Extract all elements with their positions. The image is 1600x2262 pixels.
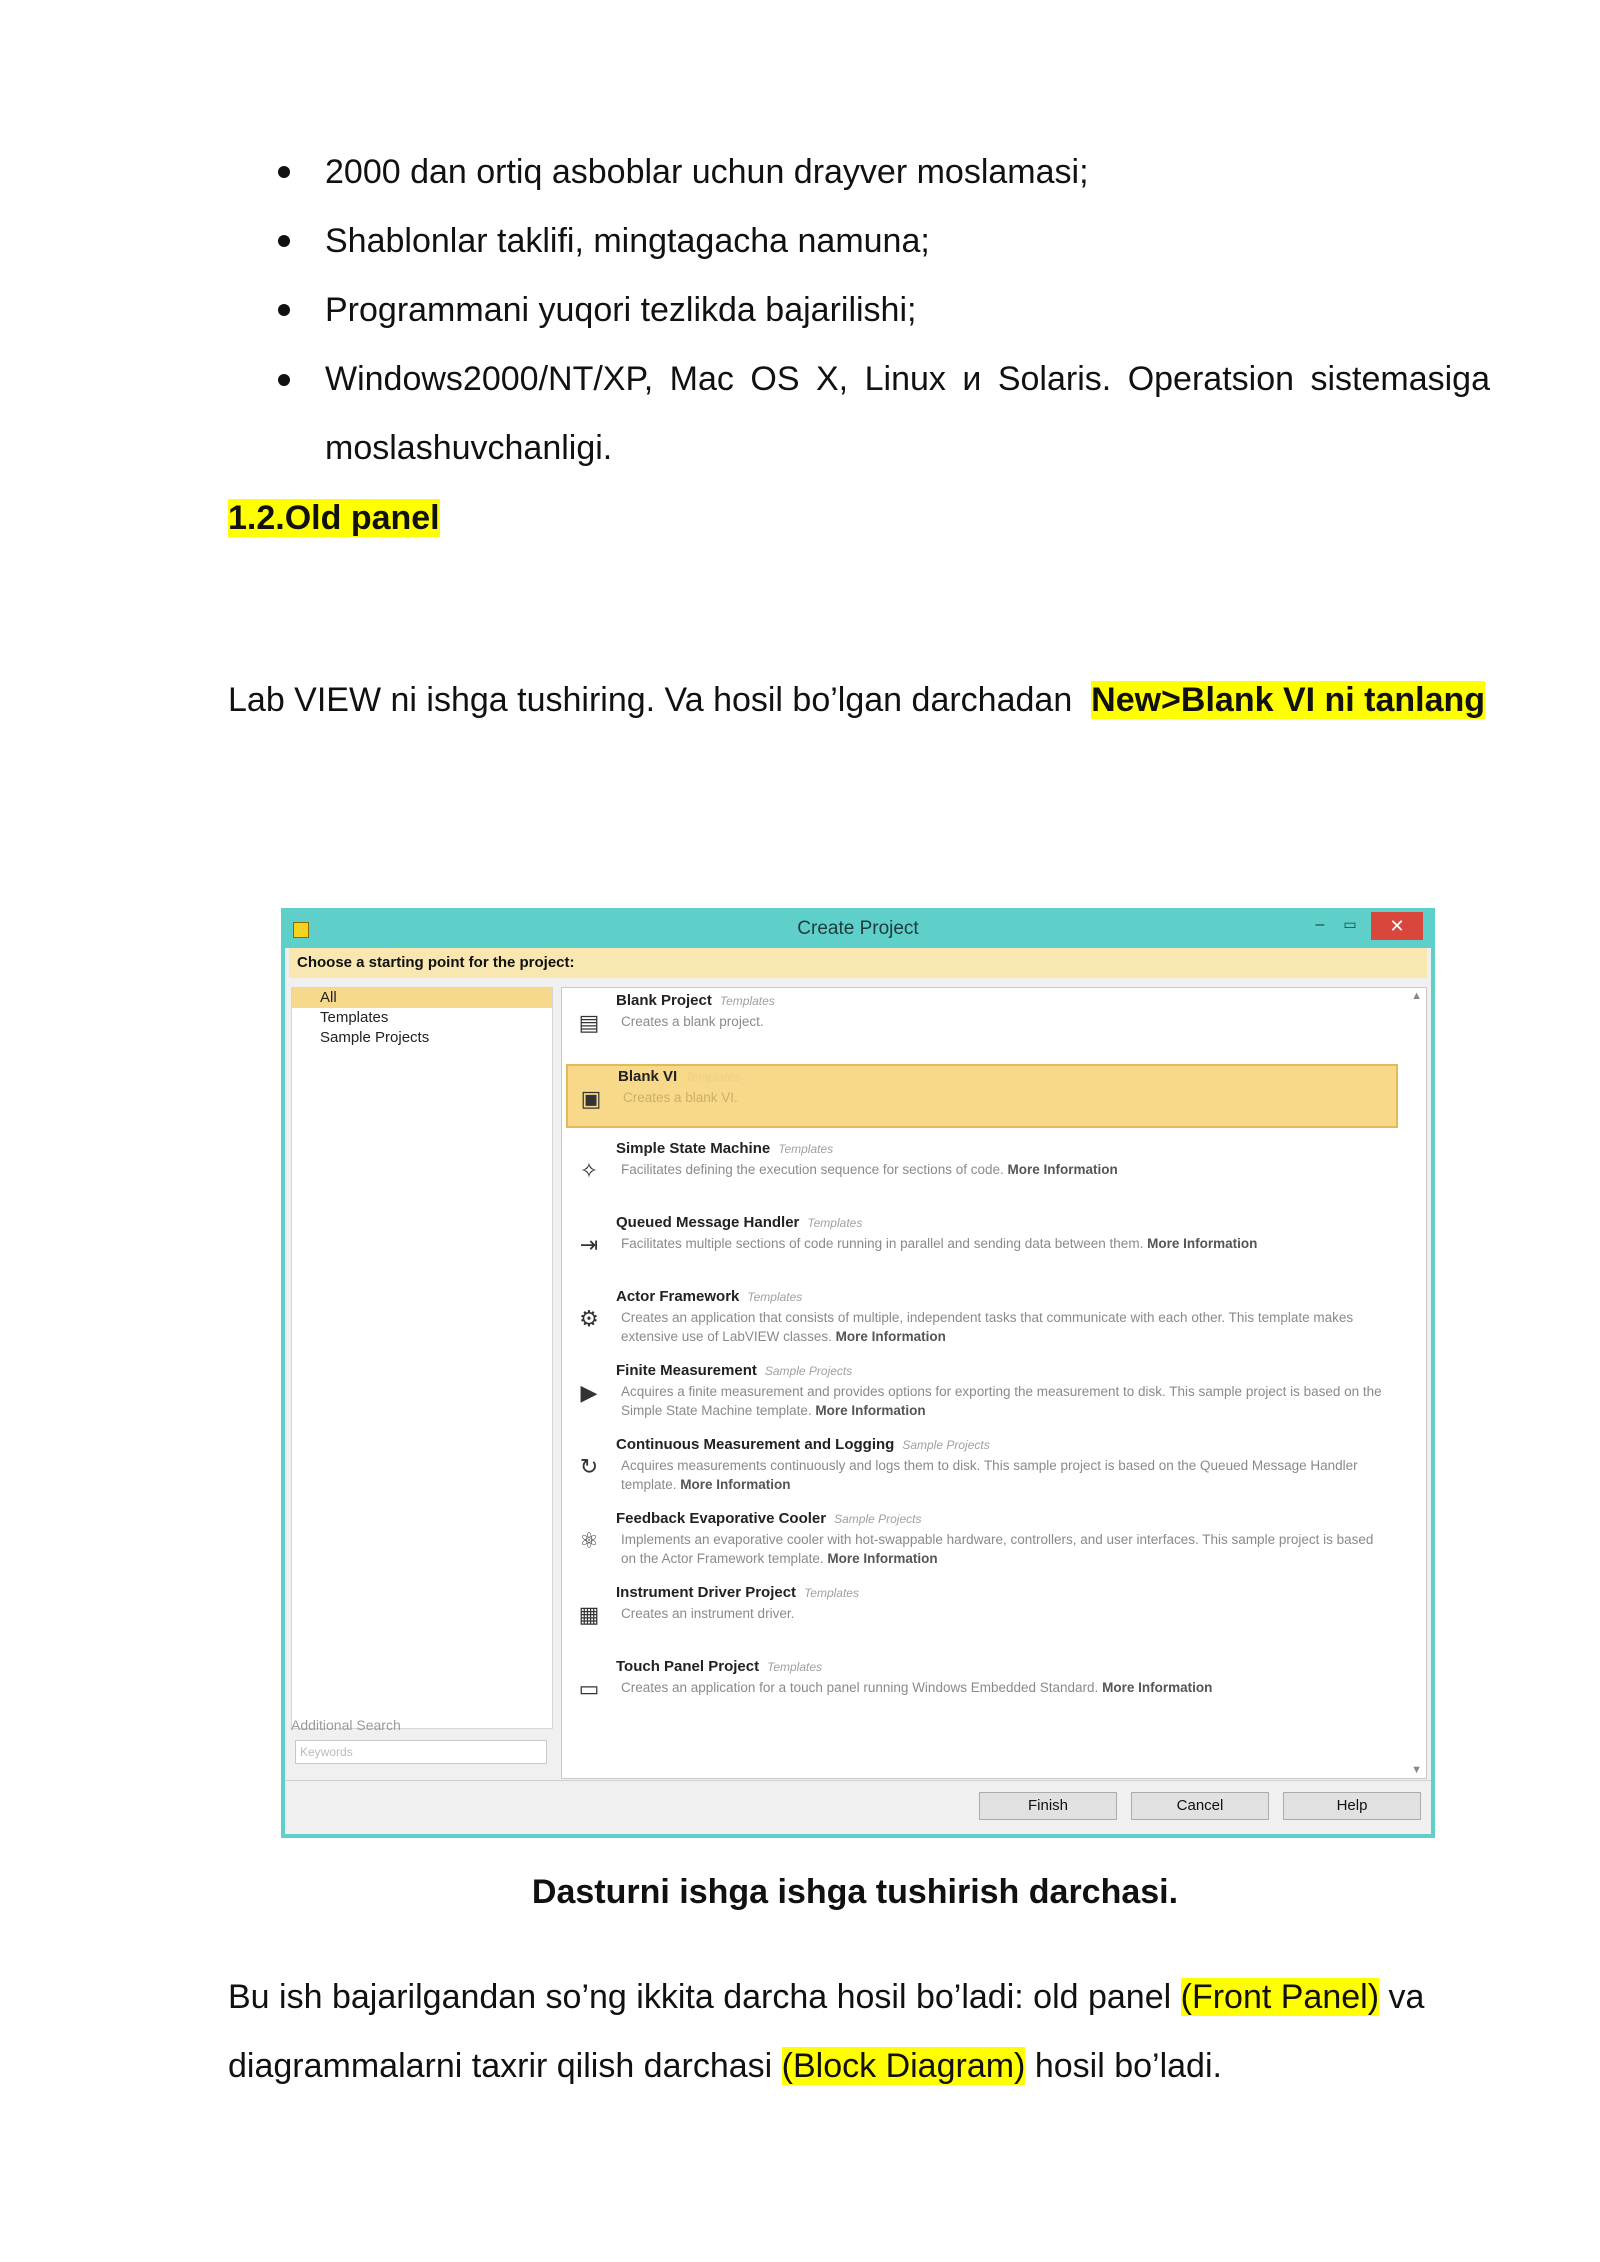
template-item-name: [616, 1288, 802, 1305]
template-item-title: Feedback Evaporative Cooler: [616, 1510, 827, 1527]
template-item-title: Blank Project: [616, 992, 712, 1009]
blank-project-icon: ▤: [578, 1010, 600, 1035]
section-heading: 1.2.Old panel: [228, 499, 440, 537]
close-icon[interactable]: ✕: [1371, 912, 1423, 940]
template-item-tag: Templates: [767, 1660, 823, 1674]
bullet-item: Programmani yuqori tezlikda bajarilishi;: [270, 288, 1490, 332]
template-item-tag: Templates: [804, 1586, 859, 1600]
scroll-down-icon[interactable]: ▼: [1411, 1764, 1422, 1776]
template-item-name: [616, 1510, 921, 1527]
template-item[interactable]: [566, 1434, 1398, 1498]
state-machine-icon: ✧: [579, 1158, 599, 1183]
actor-framework-icon: ⚙: [579, 1306, 599, 1331]
intro-paragraph: Lab VIEW ni ishga tushiring. Va hosil bo’lgan darchadan New>Blank VI ni tanlang: [228, 681, 1486, 719]
template-item-desc-text: Creates an application that consists of multiple, independent tasks that communicate with each other. This template makes extensive use of LabVIEW classes.: [621, 1310, 1354, 1344]
message-handler-icon: ⇥: [579, 1232, 599, 1257]
template-item-title: Instrument Driver Project: [616, 1584, 797, 1601]
figure-caption: Dasturni ishga ishga tushirish darchasi.: [531, 1873, 1179, 1911]
template-item-title: Queued Message Handler: [616, 1214, 800, 1231]
cancel-button[interactable]: Cancel: [1131, 1792, 1269, 1820]
help-button[interactable]: Help: [1283, 1792, 1421, 1820]
more-information-link[interactable]: More Information: [1102, 1680, 1213, 1695]
template-item-desc-text: Facilitates defining the execution sequence for sections of code.: [621, 1162, 1004, 1177]
template-item[interactable]: [566, 1064, 1398, 1128]
intro-highlight: New>Blank VI ni tanlang: [1091, 681, 1486, 719]
finite-measurement-icon: ▶: [580, 1380, 598, 1405]
category-sample-projects[interactable]: Sample Projects: [320, 1029, 430, 1046]
block-diagram-highlight: (Block Diagram): [781, 2047, 1026, 2085]
template-item-tag: Sample Projects: [834, 1512, 922, 1526]
template-item-desc-text: Acquires a finite measurement and provides options for exporting the measurement to disk. This sample project is based on the Simple State Machine template.: [621, 1384, 1382, 1418]
closing-paragraph: Bu ish bajarilgandan so’ng ikkita darcha hosil bo’ladi: old panel (Front Panel) va diagrammalarni taxrir qilish darchasi (Block Diagram) hosil bo’ladi.: [228, 1978, 1425, 2085]
template-item-title: Finite Measurement: [616, 1362, 757, 1379]
template-item-title: Continuous Measurement and Logging: [616, 1436, 895, 1453]
bullet-dot-icon: [278, 235, 290, 247]
template-item-title: Simple State Machine: [616, 1140, 771, 1157]
template-item-title: Blank VI: [618, 1068, 678, 1085]
dialog-prompt: Choose a starting point for the project:: [289, 948, 1427, 978]
template-item[interactable]: [566, 1582, 1398, 1646]
template-item-desc-text: Implements an evaporative cooler with hot-swappable hardware, controllers, and user interfaces. This sample project is based on the Actor Framework template.: [621, 1532, 1374, 1566]
more-information-link[interactable]: More Information: [835, 1329, 946, 1344]
template-item-description: [621, 1678, 1391, 1697]
template-item-name: [616, 1362, 852, 1379]
template-item-description: [621, 1012, 1391, 1031]
bullet-list: [270, 150, 1490, 508]
template-item-title: Touch Panel Project: [616, 1658, 760, 1675]
template-item[interactable]: [566, 1286, 1398, 1350]
template-item-description: [621, 1160, 1391, 1179]
template-item-desc-text: Creates an instrument driver.: [621, 1606, 795, 1621]
template-item-tag: Templates: [807, 1216, 863, 1230]
template-item-desc-text: Creates a blank project.: [621, 1014, 764, 1029]
finish-button[interactable]: Finish: [979, 1792, 1117, 1820]
template-item-desc-text: Acquires measurements continuously and logs them to disk. This sample project is based on the Queued Message Handler template.: [621, 1458, 1358, 1492]
template-item-name: [616, 992, 775, 1009]
create-project-dialog: [281, 908, 1435, 1838]
template-item-description: [623, 1088, 1393, 1107]
bullet-item: Windows2000/NT/XP, Mac OS X, Linux и Solaris. Operatsion sistemasiga moslashuvchanligi.: [270, 345, 1490, 483]
template-item-title: Actor Framework: [616, 1288, 740, 1305]
maximize-icon[interactable]: ▭: [1343, 916, 1357, 932]
bullet-dot-icon: [278, 304, 290, 316]
bullet-item: Shablonlar taklifi, mingtagacha namuna;: [270, 219, 1490, 263]
template-item-tag: Templates: [685, 1070, 741, 1084]
template-item-description: [621, 1308, 1391, 1346]
template-item[interactable]: [566, 1508, 1398, 1572]
category-templates[interactable]: Templates: [320, 1009, 389, 1026]
dialog-title: Create Project: [797, 918, 919, 939]
bullet-item: 2000 dan ortiq asboblar uchun drayver moslamasi;: [270, 150, 1490, 194]
scroll-up-icon[interactable]: ▲: [1411, 990, 1422, 1002]
additional-search-label: Additional Search: [291, 1717, 401, 1733]
dialog-titlebar: [285, 912, 1431, 948]
category-all[interactable]: All: [292, 988, 552, 1008]
template-item-name: [616, 1214, 862, 1231]
category-list: [291, 987, 553, 1729]
template-item-name: [616, 1140, 833, 1157]
template-item-name: [618, 1068, 740, 1085]
template-item-desc-text: Facilitates multiple sections of code running in parallel and sending data between them.: [621, 1236, 1144, 1251]
template-item-tag: Templates: [778, 1142, 834, 1156]
template-item-tag: Sample Projects: [902, 1438, 990, 1452]
template-item-tag: Templates: [747, 1290, 803, 1304]
template-item[interactable]: [566, 1656, 1398, 1720]
template-item-name: [616, 1584, 859, 1601]
template-item-tag: Sample Projects: [764, 1364, 853, 1378]
more-information-link[interactable]: More Information: [1147, 1236, 1258, 1251]
minimize-icon[interactable]: –: [1315, 916, 1325, 933]
template-item-description: [621, 1456, 1391, 1494]
touch-panel-icon: ▭: [578, 1676, 600, 1701]
template-item-desc-text: Creates an application for a touch panel running Windows Embedded Standard.: [621, 1680, 1099, 1695]
more-information-link[interactable]: More Information: [680, 1477, 791, 1492]
blank-vi-icon: ▣: [580, 1086, 602, 1111]
continuous-measurement-icon: ↻: [579, 1454, 599, 1479]
template-item[interactable]: [566, 1138, 1398, 1202]
additional-search-input[interactable]: Keywords: [295, 1740, 547, 1764]
template-item-description: [621, 1604, 1391, 1623]
bullet-dot-icon: [278, 166, 290, 178]
template-item-description: [621, 1530, 1391, 1568]
bullet-dot-icon: [278, 374, 290, 386]
evaporative-cooler-icon: ⚛: [579, 1528, 599, 1553]
template-item-description: [621, 1382, 1391, 1420]
front-panel-highlight: (Front Panel): [1180, 1978, 1380, 2016]
project-template-list: [561, 987, 1427, 1779]
more-information-link[interactable]: More Information: [827, 1551, 938, 1566]
template-item[interactable]: [566, 990, 1398, 1054]
template-item-description: [621, 1234, 1391, 1253]
more-information-link[interactable]: More Information: [815, 1403, 926, 1418]
footer-divider: [285, 1780, 1431, 1781]
instrument-driver-icon: ▦: [578, 1602, 600, 1627]
template-item-tag: Templates: [719, 994, 775, 1008]
template-item-name: [616, 1436, 990, 1453]
template-item[interactable]: [566, 1212, 1398, 1276]
template-item-name: [616, 1658, 822, 1675]
template-item[interactable]: [566, 1360, 1398, 1424]
template-item-desc-text: Creates a blank VI.: [623, 1090, 738, 1105]
more-information-link[interactable]: More Information: [1007, 1162, 1118, 1177]
